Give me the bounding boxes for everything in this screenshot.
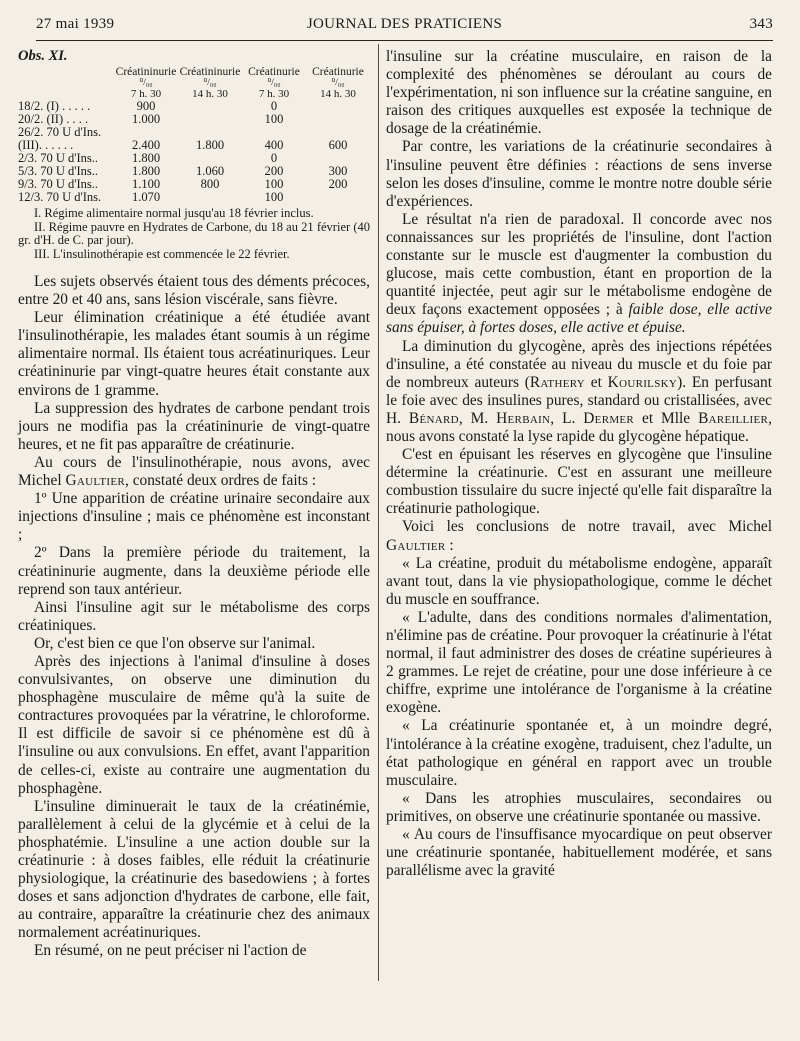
quote-paragraph: « Au cours de l'insuffisance myocardique on peut observer une créatinurie spontanée, habituellement modérée, et sans parallélisme avec la gravité bbox=[386, 826, 772, 880]
row-label: 12/3. 70 U d'Ins. bbox=[18, 190, 102, 204]
row-label: 2/3. 70 U d'Ins.. bbox=[18, 151, 99, 165]
column-divider bbox=[378, 44, 379, 981]
table-cell: 1.800 bbox=[131, 151, 161, 165]
column-header: Créatininurie bbox=[115, 66, 177, 78]
table-cell bbox=[306, 100, 370, 113]
author-name: Gaultier bbox=[65, 472, 126, 490]
table-cell: 200 bbox=[264, 164, 284, 178]
paragraph: 1º Une apparition de créatine urinaire secondaire aux injections d'insuline ; mais ce phénomène est inconstant ; bbox=[18, 490, 370, 544]
table-cell bbox=[306, 191, 370, 204]
journal-title: JOURNAL DES PRATICIENS bbox=[306, 16, 503, 32]
table-cell: 1.800 bbox=[131, 164, 161, 178]
paragraph: Les sujets observés étaient tous des déments précoces, entre 20 et 40 ans, sans lésion viscérale, sans fièvre. bbox=[18, 273, 370, 309]
note-1: I. Régime alimentaire normal jusqu'au 18 février inclus. bbox=[34, 206, 314, 220]
table-cell: 300 bbox=[328, 164, 348, 178]
quote-paragraph: « La créatine, produit du métabolisme endogène, apparaît avant tout, dans la vie physiopathologique, comme le déchet du muscle en souffrance. bbox=[386, 554, 772, 608]
table-cell: 100 bbox=[264, 177, 284, 191]
left-column bbox=[18, 48, 370, 961]
quote-paragraph: « La créatinurie spontanée et, à un moindre degré, l'intolérance à la créatine exogène, traduisent, chez l'adulte, un état pathologique en général en rapport avec un trouble musculaire. bbox=[386, 717, 772, 789]
author-name: Dermer bbox=[583, 409, 635, 427]
author-name: Herbain bbox=[496, 409, 551, 427]
table-cell: 100 bbox=[264, 190, 284, 204]
table-notes bbox=[18, 207, 370, 261]
table-header-row bbox=[18, 66, 370, 79]
paragraph: Après des injections à l'animal d'insuline à doses convulsivantes, on observe une diminution du phosphagène musculaire de même qu'à la suite de contractures provoquées par la vératrine, le chloroforme. Il est difficile de savoir si ce phénomène est dû à l'insuline ou aux convulsions. En effet, avant l'apparition de celles-ci, existe au contraire une augmentation du phosphagène. bbox=[18, 652, 370, 797]
row-label: 26/2. 70 U d'Ins. bbox=[18, 125, 102, 139]
table-cell bbox=[178, 113, 242, 126]
unit-label: ⁰/₀₀ bbox=[331, 78, 345, 88]
unit-label: ⁰/₀₀ bbox=[267, 78, 281, 88]
author-name: Rathery bbox=[529, 373, 585, 391]
column-header: Créatinurie bbox=[248, 66, 300, 78]
table-unit-row bbox=[18, 79, 370, 88]
observation-table bbox=[18, 66, 370, 204]
table-cell: 0 bbox=[270, 151, 278, 165]
paragraph: La diminution du glycogène, après des injections répétées d'insuline, a été constatée au niveau du muscle et du foie par de nombreux auteurs (Rathery et Kourilsky). En perfusant le foie avec des insulines pures, standard ou cristallisées, avec H. Bénard, M. Herbain, L. Dermer et Mlle Bareillier, nous avons constaté la lyse rapide du glycogène hépatique. bbox=[386, 337, 773, 445]
time-label: 7 h. 30 bbox=[130, 88, 162, 100]
column-header: Créatininurie bbox=[179, 66, 241, 78]
unit-label: ⁰/₀₀ bbox=[203, 78, 217, 88]
right-column bbox=[386, 48, 772, 880]
table-cell: 1.060 bbox=[195, 164, 225, 178]
author-name: Bénard bbox=[408, 409, 459, 427]
row-label: 9/3. 70 U d'Ins.. bbox=[18, 177, 99, 191]
paragraph: C'est en épuisant les réserves en glycogène que l'insuline détermine la créatinurie. C'est en assurant une meilleure combustion tissulaire du sucre injecté qu'elle fait disparaître la créatinurie pathologique. bbox=[386, 446, 772, 518]
paragraph: Leur élimination créatinique a été étudiée avant l'insulinothérapie, les malades étant soumis à un régime alimentaire normal. Ils étaient tous acréatinuriques. Leur créatininurie par vingt-quatre heures était constante aux environs de 1 gramme. bbox=[18, 309, 370, 399]
row-label: 18/2. (I) . . . . . bbox=[18, 99, 91, 113]
header-date: 27 mai 1939 bbox=[36, 16, 115, 32]
table-cell: 1.100 bbox=[131, 177, 161, 191]
italic-phrase: faible dose, elle active sans épuiser, à fortes doses, elle active et épuise. bbox=[386, 301, 772, 337]
row-label: (III). . . . . . bbox=[18, 138, 74, 152]
table-cell: 100 bbox=[264, 112, 284, 126]
header-rule bbox=[36, 40, 773, 41]
paragraph: Par contre, les variations de la créatinurie secondaires à l'insuline peuvent être définies : réactions de sens inverse selon les doses d'insuline, comme le montre notre double série d'expériences. bbox=[386, 138, 772, 210]
author-name: Kourilsky bbox=[607, 373, 678, 391]
quote-paragraph: « Dans les atrophies musculaires, secondaires ou primitives, on observe une créatinurie spontanée ou massive. bbox=[386, 789, 772, 825]
paragraph: Voici les conclusions de notre travail, avec Michel Gaultier : bbox=[386, 518, 772, 554]
paragraph: l'insuline sur la créatine musculaire, en raison de la complexité des phénomènes se déroulant au cours de l'expérimentation, ni son influence sur la créatine sanguine, en raison des critiques auxquelles est exposée la technique de dosage de la créatinémie. bbox=[386, 48, 772, 138]
table-cell: 400 bbox=[264, 138, 284, 152]
row-label: 20/2. (II) . . . . bbox=[18, 112, 89, 126]
paragraph: La suppression des hydrates de carbone pendant trois jours ne modifia pas la créatininurie de vingt-quatre heures, et ne fit pas apparaître de créatinurie. bbox=[18, 399, 370, 453]
paragraph: 2º Dans la première période du traitement, la créatininurie augmente, dans la deuxième période elle reprend son taux antérieur. bbox=[18, 544, 370, 598]
running-header bbox=[36, 14, 773, 36]
table-cell: 1.000 bbox=[131, 112, 161, 126]
left-body-text bbox=[18, 273, 370, 961]
note-3: III. L'insulinothérapie est commencée le 22 février. bbox=[34, 246, 290, 261]
table-cell: 900 bbox=[136, 99, 156, 113]
table-row bbox=[18, 191, 370, 204]
paragraph: Or, c'est bien ce que l'on observe sur l'animal. bbox=[34, 634, 316, 652]
table-cell: 200 bbox=[328, 177, 348, 191]
column-header: Créatinurie bbox=[312, 66, 364, 78]
quote-paragraph: « L'adulte, dans des conditions normales d'alimentation, n'élimine pas de créatine. Pour provoquer la créatinurie à l'état normal, il faut administrer des doses de créatine supérieures à 2 grammes. Le rejet de créatine, pour une dose inférieure à ce chiffre, exprime une intolérance de l'organisme à la créatine exogène. bbox=[386, 608, 772, 717]
paragraph: L'insuline diminuerait le taux de la créatinémie, parallèlement à celui de la glycémie et à celui de la phosphatémie. L'insuline a une action double sur la créatinurie : à doses faibles, elle réduit la créatinurie physiologique, la créatinurie des basedowiens ; à fortes doses et sans adjonction d'hydrates de carbone, elle fait, au contraire, apparaître la créatinurie chez des animaux normalement acréatinuriques. bbox=[18, 797, 370, 942]
unit-label: ⁰/₀₀ bbox=[139, 78, 153, 88]
observation-title: Obs. XI. bbox=[18, 48, 68, 64]
table-cell bbox=[178, 100, 242, 113]
time-label: 7 h. 30 bbox=[258, 88, 290, 100]
right-body-text bbox=[386, 48, 772, 880]
table-cell: 800 bbox=[200, 177, 220, 191]
table-cell: 2.400 bbox=[131, 138, 161, 152]
table-cell bbox=[178, 191, 242, 204]
paragraph: Ainsi l'insuline agit sur le métabolisme des corps créatiniques. bbox=[18, 598, 370, 634]
paragraph: Le résultat n'a rien de paradoxal. Il concorde avec nos connaissances sur les propriétés de l'insuline, dont l'action constante sur le muscle est d'augmenter la combustion du glucose, mais cette combustion, étant en proportion de la quantité injectée, peut agir sur le métabolisme endogène de deux façons exactement opposées ; à faible dose, elle active sans épuiser, à fortes doses, elle active et épuise. bbox=[386, 210, 772, 337]
paragraph: Au cours de l'insulinothérapie, nous avons, avec Michel Gaultier, constaté deux ordres de faits : bbox=[18, 453, 370, 490]
row-label: 5/3. 70 U d'Ins.. bbox=[18, 164, 99, 178]
note-2: II. Régime pauvre en Hydrates de Carbone, du 18 au 21 février (40 gr. d'H. de C. par jour). bbox=[18, 219, 370, 247]
author-name: Bareillier bbox=[698, 409, 769, 427]
table-cell: 1.800 bbox=[195, 138, 225, 152]
table-cell: 1.070 bbox=[131, 190, 161, 204]
table-cell: 0 bbox=[270, 99, 278, 113]
table-cell: 600 bbox=[328, 138, 348, 152]
page-number: 343 bbox=[749, 16, 773, 32]
time-label: 14 h. 30 bbox=[320, 88, 356, 100]
author-name: Gaultier bbox=[386, 536, 446, 554]
paragraph: En résumé, on ne peut préciser ni l'action de bbox=[34, 942, 307, 960]
time-label: 14 h. 30 bbox=[192, 88, 228, 100]
table-cell bbox=[306, 113, 370, 126]
